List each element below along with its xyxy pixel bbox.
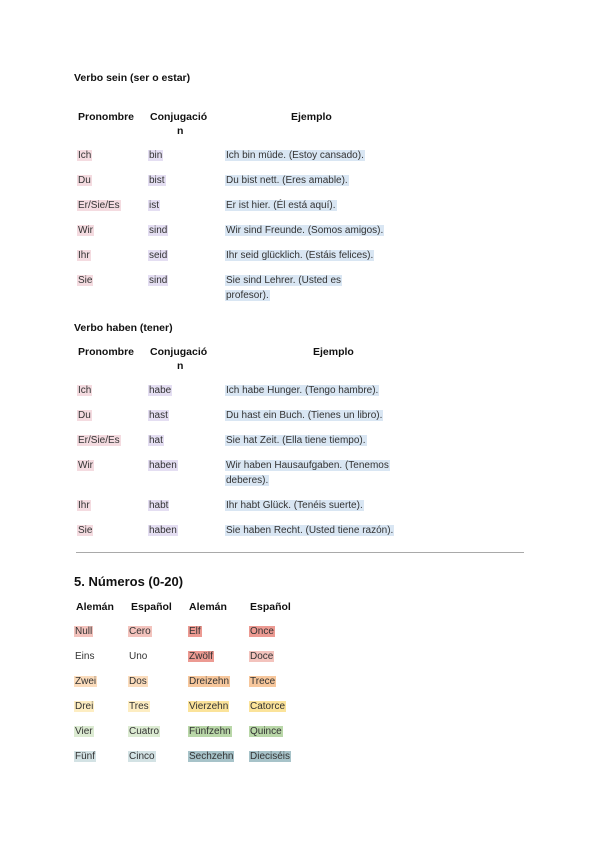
numbers-row-2-es2: Doce [250, 651, 274, 662]
numbers-row-3-es1: Dos [129, 676, 147, 687]
numbers-row-1-es1: Cero [129, 626, 151, 637]
numbers-row-5-es2: Quince [250, 726, 282, 737]
haben-header-pronombre: Pronombre [78, 346, 135, 358]
haben-row-1-conj: habe [149, 385, 172, 396]
sein-header-conjugacion: Conjugació [150, 111, 208, 123]
haben-header-conjugacion: Conjugació [150, 346, 208, 358]
haben-row-6-example: Sie haben Recht. (Usted tiene razón). [226, 525, 394, 536]
numbers-section-title: 5. Números (0-20) [74, 574, 184, 589]
sein-row-3-conj: ist [149, 200, 159, 211]
numbers-row-2-es1: Uno [129, 651, 148, 662]
numbers-row-4-es1: Tres [129, 701, 149, 712]
numbers-header-aleman-2: Alemán [189, 601, 227, 613]
sein-row-2-conj: bist [149, 175, 165, 186]
numbers-row-3-de1: Zwei [75, 676, 97, 687]
numbers-row-4-de2: Vierzehn [189, 701, 229, 712]
haben-row-6-conj: haben [149, 525, 177, 536]
numbers-row-4-es2: Catorce [250, 701, 286, 712]
numbers-row-5-de2: Fünfzehn [189, 726, 231, 737]
sein-row-5-conj: seid [149, 250, 168, 261]
numbers-row-6-es2: Dieciséis [250, 751, 291, 762]
numbers-header-espanol-1: Español [131, 601, 172, 613]
haben-row-3-conj: hat [149, 435, 163, 446]
haben-row-4-example-line2: deberes). [226, 475, 269, 486]
sein-header-conjugacion-wrap: n [177, 125, 184, 137]
sein-row-4-conj: sind [149, 225, 168, 236]
haben-section-title: Verbo haben (tener) [74, 322, 173, 334]
haben-row-4-pronoun: Wir [78, 460, 93, 471]
haben-row-1-pronoun: Ich [78, 385, 92, 396]
numbers-row-1-de2: Elf [189, 626, 201, 637]
numbers-row-2-de1: Eins [75, 651, 95, 662]
sein-row-2-pronoun: Du [78, 175, 91, 186]
numbers-row-6-de1: Fünf [75, 751, 96, 762]
sein-header-ejemplo: Ejemplo [291, 111, 332, 123]
haben-row-5-pronoun: Ihr [78, 500, 90, 511]
haben-header-conjugacion-wrap: n [177, 360, 184, 372]
sein-row-5-example: Ihr seid glücklich. (Estáis felices). [226, 250, 374, 261]
sein-row-5-pronoun: Ihr [78, 250, 90, 261]
sein-row-1-pronoun: Ich [78, 150, 92, 161]
haben-row-5-conj: habt [149, 500, 169, 511]
sein-row-2-example: Du bist nett. (Eres amable). [226, 175, 348, 186]
numbers-row-6-de2: Sechzehn [189, 751, 234, 762]
numbers-row-1-es2: Once [250, 626, 274, 637]
haben-row-4-conj: haben [149, 460, 177, 471]
sein-row-6-example-line1: Sie sind Lehrer. (Usted es [226, 275, 342, 286]
numbers-row-3-es2: Trece [250, 676, 276, 687]
sein-row-3-example: Er ist hier. (Él está aquí). [226, 200, 336, 211]
sein-row-4-pronoun: Wir [78, 225, 93, 236]
haben-row-3-example: Sie hat Zeit. (Ella tiene tiempo). [226, 435, 366, 446]
numbers-header-aleman-1: Alemán [76, 601, 114, 613]
section-divider [76, 552, 524, 553]
sein-row-4-example: Wir sind Freunde. (Somos amigos). [226, 225, 384, 236]
numbers-row-2-de2: Zwölf [189, 651, 213, 662]
numbers-row-5-es1: Cuatro [129, 726, 160, 737]
haben-row-4-example-line1: Wir haben Hausaufgaben. (Tenemos [226, 460, 389, 471]
haben-row-2-pronoun: Du [78, 410, 91, 421]
sein-row-1-conj: bin [149, 150, 163, 161]
haben-row-2-example: Du hast ein Buch. (Tienes un libro). [226, 410, 383, 421]
sein-row-6-conj: sind [149, 275, 168, 286]
sein-row-3-pronoun: Er/Sie/Es [78, 200, 120, 211]
sein-section-title: Verbo sein (ser o estar) [74, 72, 191, 84]
sein-header-pronombre: Pronombre [78, 111, 135, 123]
numbers-row-1-de1: Null [75, 626, 93, 637]
haben-header-ejemplo: Ejemplo [313, 346, 354, 358]
sein-row-6-example-line2: profesor). [226, 290, 269, 301]
numbers-header-espanol-2: Español [250, 601, 291, 613]
numbers-row-6-es1: Cinco [129, 751, 155, 762]
numbers-row-4-de1: Drei [75, 701, 94, 712]
haben-row-5-example: Ihr habt Glück. (Tenéis suerte). [226, 500, 363, 511]
numbers-row-3-de2: Dreizehn [189, 676, 230, 687]
haben-row-3-pronoun: Er/Sie/Es [78, 435, 120, 446]
numbers-row-5-de1: Vier [75, 726, 93, 737]
haben-row-2-conj: hast [149, 410, 168, 421]
sein-row-6-pronoun: Sie [78, 275, 93, 286]
sein-row-1-example: Ich bin müde. (Estoy cansado). [226, 150, 364, 161]
haben-row-1-example: Ich habe Hunger. (Tengo hambre). [226, 385, 379, 396]
haben-row-6-pronoun: Sie [78, 525, 93, 536]
